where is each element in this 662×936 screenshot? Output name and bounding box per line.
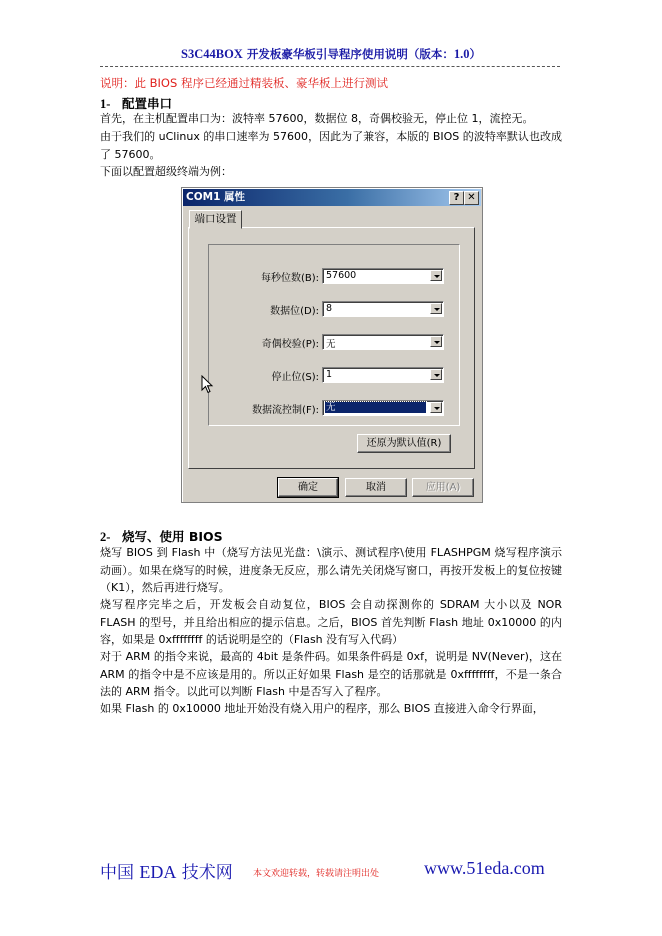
site-name-cn2: 技术网 — [176, 863, 233, 883]
chevron-down-icon[interactable] — [430, 402, 442, 413]
site-name-cn1: 中国 — [100, 863, 140, 883]
section2-paragraph-1: 烧写 BIOS 到 Flash 中（烧写方法见光盘：\演示、测试程序\使用 FLASHPGM 烧写程序演示动画）。如果在烧写的时候，进度条无反应，那么请先关闭烧写窗口，再按开发板上的复位按键（K1），然后再进行烧写。 — [100, 546, 562, 594]
site-url-link[interactable]: www.51eda.com — [424, 858, 545, 878]
field-baud-rate — [209, 268, 459, 284]
ok-button[interactable]: 确定 — [278, 478, 338, 497]
title-text: 开发板豪华板引导程序使用说明（版本： — [242, 47, 454, 61]
dialog-titlebar — [183, 189, 481, 206]
baud-rate-label: 每秒位数(B): — [260, 273, 319, 284]
section1-paragraph-2: 由于我们的 uClinux 的串口速率为 57600，因此为了兼容，本版的 BIOS 的波特率默认也改成了 57600。 — [100, 130, 562, 161]
title-product: S3C44BOX — [181, 47, 243, 61]
section1-number: 1- — [100, 97, 111, 111]
parity-value: 无 — [326, 339, 336, 350]
parity-label: 奇偶校验(P): — [261, 339, 319, 350]
cancel-button[interactable]: 取消 — [345, 478, 407, 497]
port-settings-panel — [188, 227, 475, 469]
tab-port-settings[interactable]: 端口设置 — [189, 210, 242, 229]
baud-rate-value: 57600 — [326, 270, 357, 281]
mouse-pointer-icon — [201, 375, 215, 395]
section2-paragraph-3: 对于 ARM 的指令来说，最高的 4bit 是条件码。如果条件码是 0xf，说明是 NV(Never)，这在 ARM 的指令中是不应该是用的。所以正好如果 Flash 是空的话那就是 0xffffffff，不是一条合法的 ARM 指令。以此可以判断 Flash 中是否写入了程序。 — [100, 650, 562, 698]
data-bits-value: 8 — [326, 303, 333, 314]
com1-properties-dialog — [181, 187, 483, 503]
settings-group — [208, 244, 460, 426]
section1-title: 配置串口 — [122, 96, 173, 111]
field-stop-bits — [209, 367, 459, 383]
chevron-down-icon[interactable] — [430, 336, 442, 347]
section1-paragraph-1: 首先，在主机配置串口为：波特率 57600，数据位 8，奇偶校验无，停止位 1，流控无。 — [100, 112, 534, 125]
flow-control-value: 无 — [325, 402, 426, 413]
document-title — [0, 46, 662, 62]
section2-paragraph-4: 如果 Flash 的 0x10000 地址开始没有烧入用户的程序，那么 BIOS 直接进入命令行界面， — [100, 702, 544, 715]
test-note: 说明：此 BIOS 程序已经通过精装板、豪华板上进行测试 — [100, 76, 388, 90]
baud-rate-select[interactable] — [322, 268, 444, 284]
chevron-down-icon[interactable] — [430, 369, 442, 380]
chevron-down-icon[interactable] — [430, 303, 442, 314]
chevron-down-icon[interactable] — [430, 270, 442, 281]
flow-control-label: 数据流控制(F): — [252, 405, 319, 416]
apply-button[interactable]: 应用(A) — [412, 478, 474, 497]
data-bits-label: 数据位(D): — [270, 306, 319, 317]
section1-paragraph-3: 下面以配置超级终端为例： — [100, 165, 232, 178]
field-parity — [209, 334, 459, 350]
title-end: ） — [469, 47, 481, 61]
flow-control-select[interactable] — [322, 400, 444, 416]
stop-bits-label: 停止位(S): — [271, 372, 319, 383]
header-divider — [100, 66, 560, 67]
field-data-bits — [209, 301, 459, 317]
section2-paragraph-2: 烧写程序完毕之后，开发板会自动复位，BIOS 会自动探测你的 SDRAM 大小以及 NOR FLASH 的型号，并且给出相应的提示信息。之后，BIOS 首先判断 Flash 地址 0x10000 的内容，如果是 0xffffffff 的话说明是空的（Flash 没有写入代码） — [100, 598, 562, 646]
restore-defaults-button[interactable]: 还原为默认值(R) — [357, 434, 451, 453]
section2-title: 烧写、使用 BIOS — [122, 529, 223, 544]
help-button[interactable]: ? — [449, 191, 464, 205]
close-button[interactable]: ✕ — [464, 191, 479, 205]
section2-number: 2- — [100, 530, 111, 544]
field-flow-control — [209, 400, 459, 416]
data-bits-select[interactable] — [322, 301, 444, 317]
title-version: 1.0 — [453, 47, 470, 61]
section2-heading — [100, 527, 223, 545]
reprint-notice: 本文欢迎转载，转载请注明出处 — [253, 869, 380, 879]
dialog-title: COM1 属性 — [186, 191, 246, 203]
site-name-latin: EDA — [139, 862, 177, 882]
site-name — [100, 858, 233, 883]
stop-bits-select[interactable] — [322, 367, 444, 383]
parity-select[interactable] — [322, 334, 444, 350]
stop-bits-value: 1 — [326, 369, 333, 380]
